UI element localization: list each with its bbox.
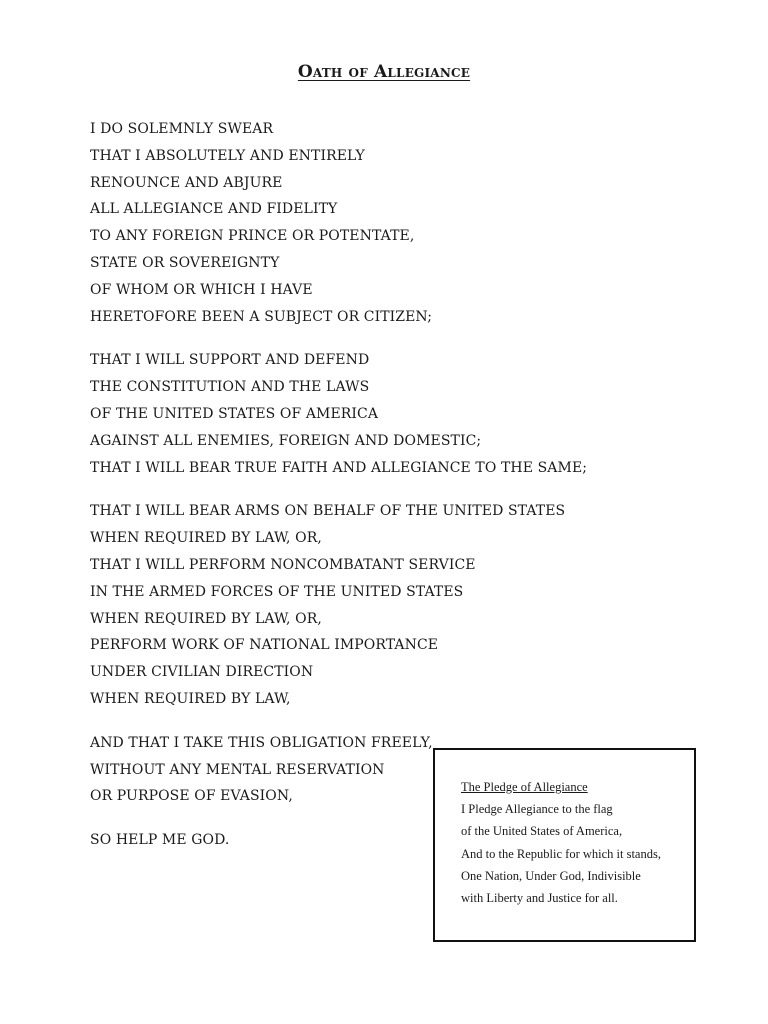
oath-stanza-service bbox=[90, 498, 610, 712]
pledge-title: The Pledge of Allegiance bbox=[461, 780, 588, 794]
oath-line: THAT I WILL SUPPORT AND DEFEND bbox=[90, 352, 370, 369]
pledge-line: I Pledge Allegiance to the flag bbox=[461, 802, 613, 816]
oath-line: UNDER CIVILIAN DIRECTION bbox=[90, 664, 314, 681]
oath-stanza-renunciation bbox=[90, 116, 610, 330]
oath-line: ALL ALLEGIANCE AND FIDELITY bbox=[90, 201, 338, 218]
oath-line: STATE OR SOVEREIGNTY bbox=[90, 254, 280, 271]
oath-text bbox=[90, 116, 610, 854]
oath-line: THE CONSTITUTION AND THE LAWS bbox=[90, 379, 370, 396]
oath-line: RENOUNCE AND ABJURE bbox=[90, 174, 283, 191]
pledge-line: And to the Republic for which it stands, bbox=[461, 846, 661, 861]
oath-line: HERETOFORE BEEN A SUBJECT OR CITIZEN; bbox=[90, 308, 433, 325]
pledge-text bbox=[461, 776, 661, 909]
oath-line: WHEN REQUIRED BY LAW, OR, bbox=[90, 530, 322, 547]
oath-line: THAT I WILL PERFORM NONCOMBATANT SERVICE bbox=[90, 556, 476, 573]
oath-line: OR PURPOSE OF EVASION, bbox=[90, 788, 293, 805]
oath-line: THAT I WILL BEAR ARMS ON BEHALF OF THE UNITED STATES bbox=[90, 503, 566, 520]
oath-line: PERFORM WORK OF NATIONAL IMPORTANCE bbox=[90, 637, 439, 654]
oath-line: OF THE UNITED STATES OF AMERICA bbox=[90, 405, 379, 422]
oath-closing: SO HELP ME GOD. bbox=[90, 832, 230, 849]
oath-line: WITHOUT ANY MENTAL RESERVATION bbox=[90, 761, 385, 778]
oath-line: AND THAT I TAKE THIS OBLIGATION FREELY, bbox=[90, 734, 433, 751]
oath-line: OF WHOM OR WHICH I HAVE bbox=[90, 281, 313, 298]
oath-line: I DO SOLEMNLY SWEAR bbox=[90, 121, 274, 137]
pledge-box bbox=[433, 748, 696, 942]
oath-line: AGAINST ALL ENEMIES, FOREIGN AND DOMESTIC; bbox=[90, 432, 482, 449]
oath-line: IN THE ARMED FORCES OF THE UNITED STATES bbox=[90, 583, 464, 600]
pledge-line: of the United States of America, bbox=[461, 824, 623, 839]
oath-line: THAT I WILL BEAR TRUE FAITH AND ALLEGIANCE TO THE SAME; bbox=[90, 459, 588, 476]
oath-line: WHEN REQUIRED BY LAW, OR, bbox=[90, 610, 322, 627]
oath-stanza-support bbox=[90, 347, 610, 481]
pledge-line: One Nation, Under God, Indivisible bbox=[461, 868, 641, 883]
page-title: Oath of Allegiance bbox=[297, 62, 471, 82]
pledge-line: with Liberty and Justice for all. bbox=[461, 891, 618, 906]
oath-line: TO ANY FOREIGN PRINCE OR POTENTATE, bbox=[90, 228, 415, 245]
oath-line: THAT I ABSOLUTELY AND ENTIRELY bbox=[90, 147, 365, 164]
oath-line: WHEN REQUIRED BY LAW, bbox=[90, 690, 291, 707]
